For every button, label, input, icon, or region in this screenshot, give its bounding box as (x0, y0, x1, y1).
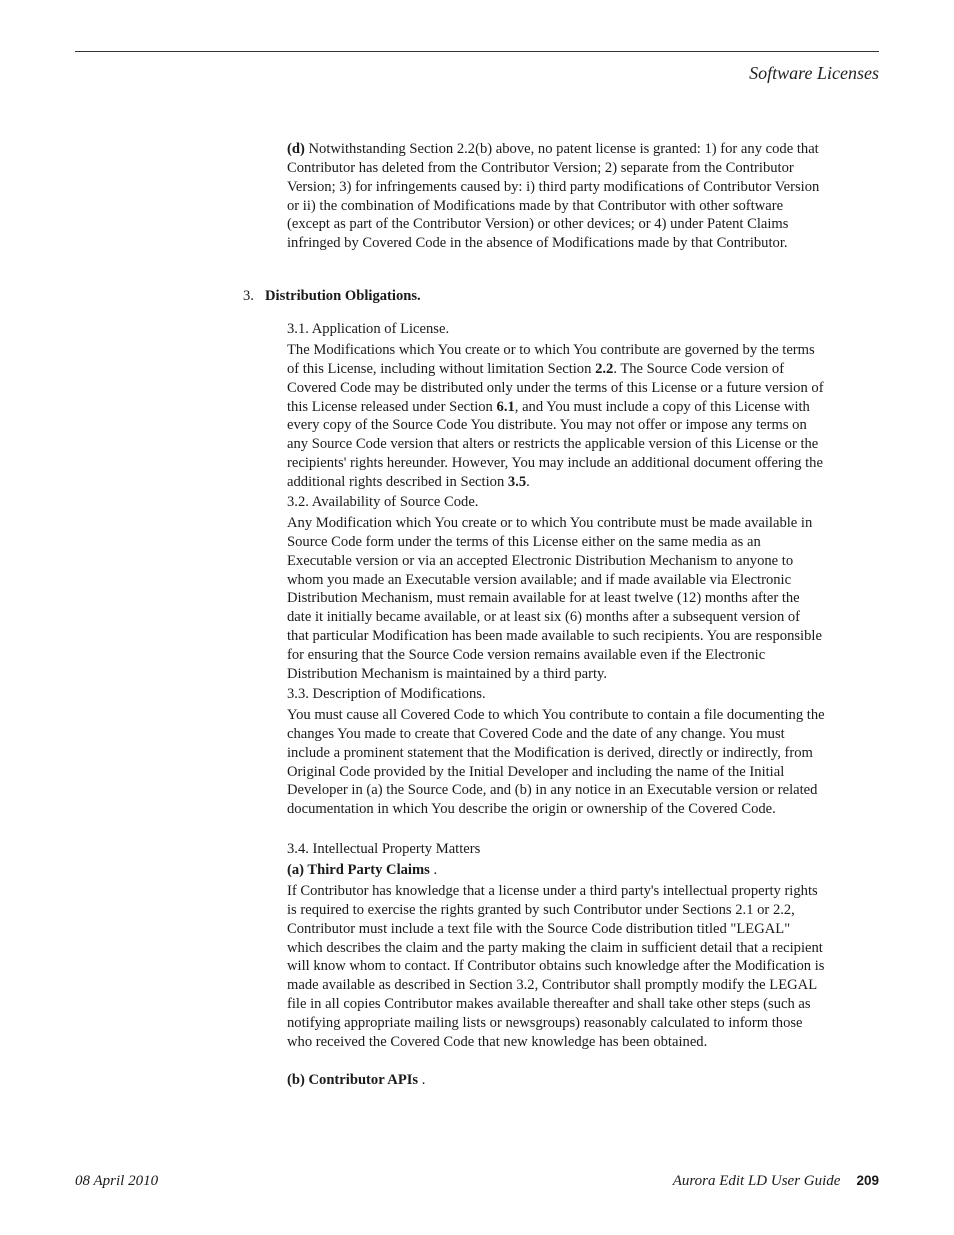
section-3-4-a-heading (287, 861, 825, 880)
section-3-4-a-body: If Contributor has knowledge that a license under a third party's intellectual property rights is required to exercise the rights granted by such Contributor under Sections 2.1 or 2.2, Contributor must include a text file with the Source Code distribution titled "LEGAL" which describes the claim and the party making the claim in sufficient detail that a recipient will know whom to contact. If Contributor obtains such knowledge after the Modification is made available as described in Section 3.2, Contributor shall promptly modify the LEGAL file in all copies Contributor makes available thereafter and shall take other steps (such as notifying appropriate mailing lists or newsgroups) reasonably calculated to inform those who received the Covered Code that new knowledge has been obtained. (287, 883, 825, 1050)
section-3-number: 3. (243, 288, 254, 304)
section-3-1-text-1: The Modifications which You create or to which You contribute are governed by the terms of this License, including without limitation Section (287, 342, 815, 377)
section-3-1-text-2: . The Source Code version of Covered Code may be distributed only under the terms of this License or a future version of this License released under Section (287, 360, 824, 415)
section-ref-6-1: 6.1 (496, 398, 515, 415)
section-3-title: Distribution Obligations. (265, 288, 421, 304)
section-ref-2-2: 2.2 (595, 360, 614, 377)
header-rule (75, 51, 879, 52)
section-3-2-body: Any Modification which You create or to which You contribute must be made available in Source Code form under the terms of this License either on the same media as an Executable version or via an accepted Electronic Distribution Mechanism to anyone to whom you made an Executable version available; and if made available via Electronic Distribution Mechanism, must remain available for at least twelve (12) months after the date it initially became available, or at least six (6) months after a subsequent version of that particular Modification has been made available to such recipients. You are responsible for ensuring that the Source Code version remains available even if the Electronic Distribution Mechanism is maintained by a third party. (287, 515, 822, 682)
running-title: Software Licenses (749, 63, 879, 83)
footer-date: 08 April 2010 (75, 1173, 159, 1189)
section-3-heading (243, 287, 421, 306)
footer-guide-title: Aurora Edit LD User Guide (672, 1173, 841, 1189)
page-number: 209 (856, 1173, 879, 1188)
section-3-4-b-suffix: . (418, 1072, 426, 1088)
paragraph-d-text: Notwithstanding Section 2.2(b) above, no patent license is granted: 1) for any code that Contributor has deleted from the Contributor Version; 2) separate from the Contributor Version; 3) for infringements caused by: i) third party modifications of Contributor Version or ii) the combination of Modifications made by that Contributor with other software (except as part of the Contributor Version) or other devices; or 4) under Patent Claims infringed by Covered Code in the absence of Modifications made by that Contributor. (287, 141, 820, 252)
section-3-4-a-suffix: . (429, 862, 438, 878)
section-3-1-heading: 3.1. Application of License. (287, 321, 450, 337)
paragraph-d-label: (d) (287, 141, 305, 157)
section-3-1-text-4: . (526, 473, 530, 490)
section-3-4-b-heading (287, 1071, 825, 1090)
footer-guide (673, 1171, 879, 1191)
section-3-2-heading: 3.2. Availability of Source Code. (287, 494, 479, 510)
section-3-1-text-3: , and You must include a copy of this License with every copy of the Source Code You distribute. You may not offer or impose any terms on any Source Code version that alters or restricts the applicable version of this License or the recipients' rights hereunder. However, You may include an additional document offering the additional rights described in Section (287, 398, 823, 490)
paragraph-d (287, 140, 825, 253)
section-3-4-heading: 3.4. Intellectual Property Matters (287, 841, 481, 857)
section-3-3-body: You must cause all Covered Code to which You contribute to contain a file documenting the changes You made to create that Covered Code and the date of any change. You must include a prominent statement that the Modification is derived, directly or indirectly, from Original Code provided by the Initial Developer and including the name of the Initial Developer in (a) the Source Code, and (b) in any notice in an Executable version or related documentation in which You describe the origin or ownership of the Covered Code. (287, 707, 825, 818)
section-3-1-body (287, 341, 825, 492)
section-3-4-b-label: (b) Contributor APIs (287, 1072, 419, 1088)
section-3-4-a-label: (a) Third Party Claims (287, 862, 430, 878)
section-3-3-heading: 3.3. Description of Modifications. (287, 686, 486, 702)
section-ref-3-5: 3.5 (507, 473, 527, 490)
